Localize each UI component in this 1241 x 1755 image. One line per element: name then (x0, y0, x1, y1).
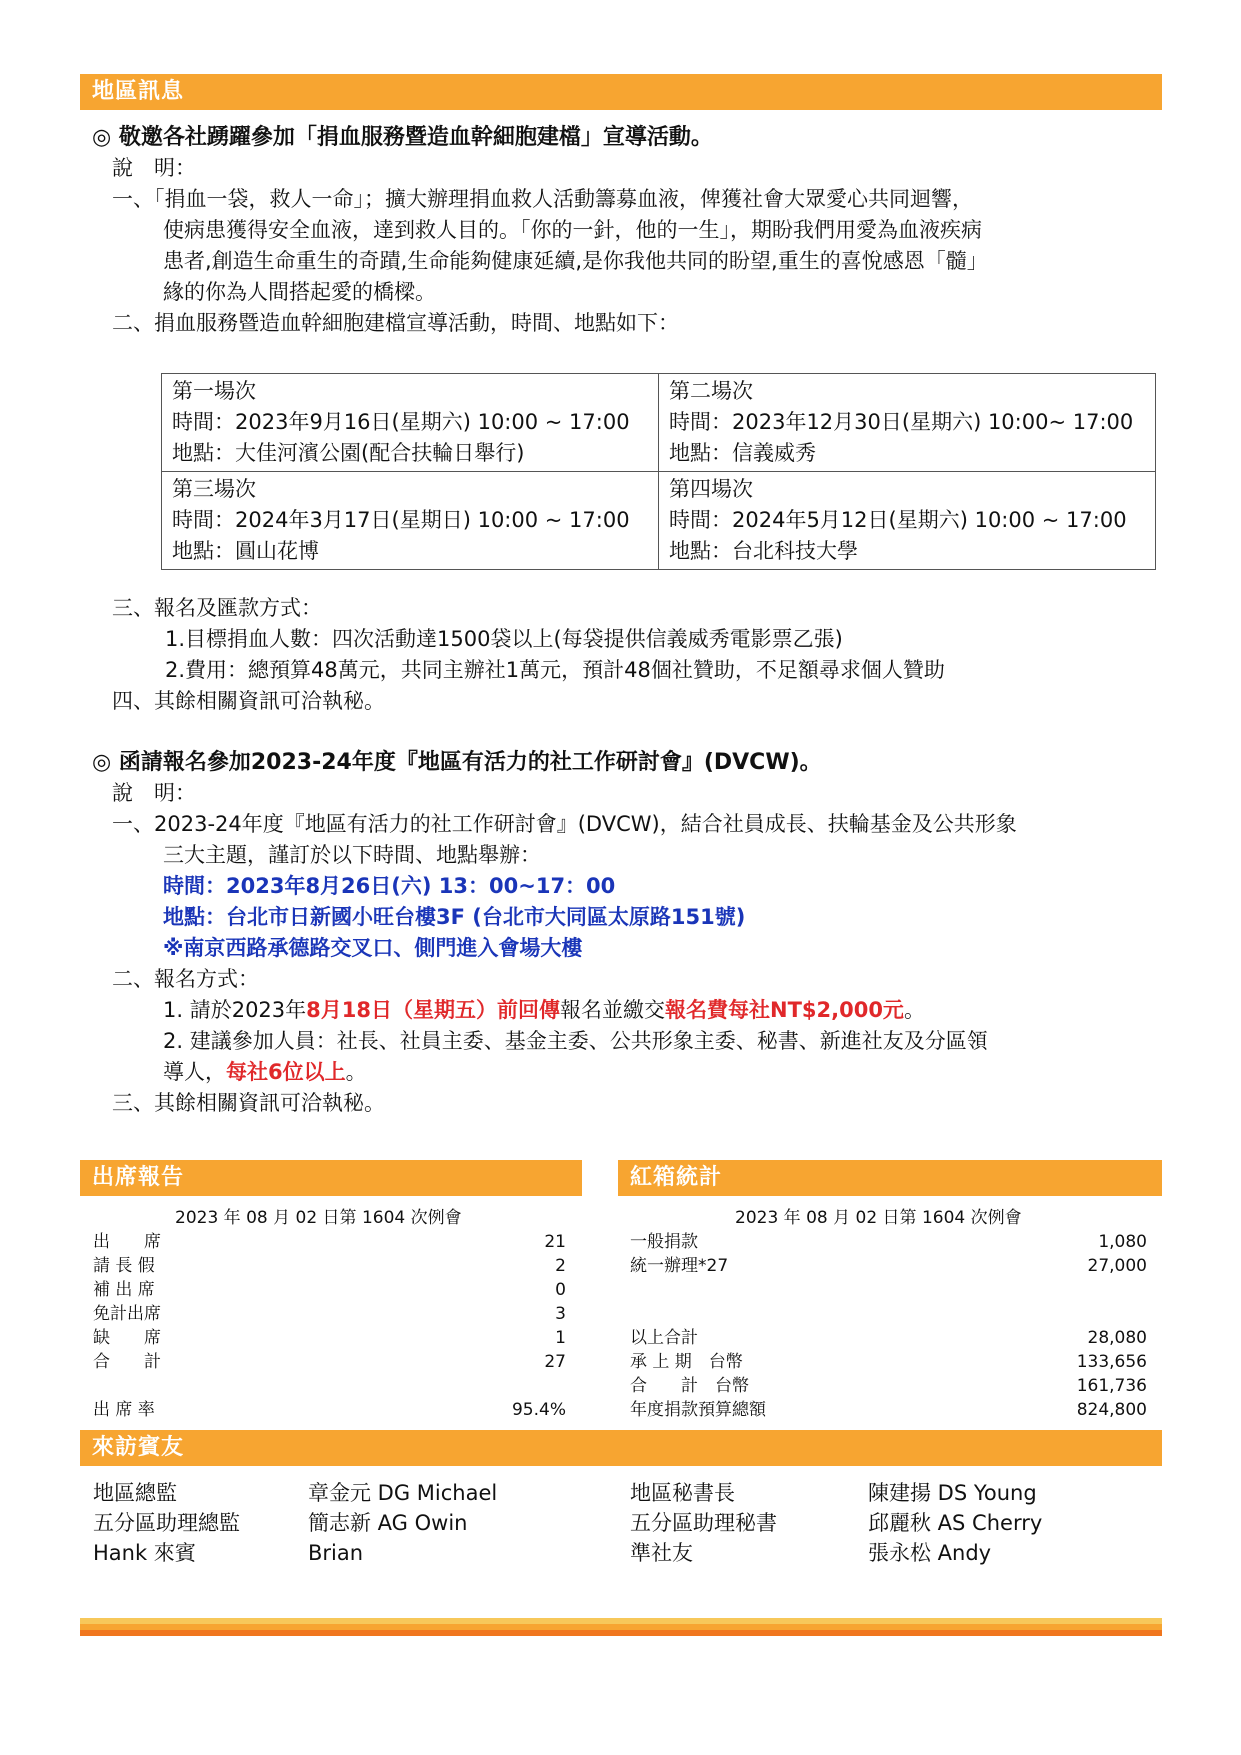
section1-para3-item1: 1.目標捐血人數：四次活動達1500袋以上(每袋提供信義威秀電影票乙張) (165, 627, 843, 651)
attendance-value: 1 (555, 1328, 566, 1348)
session-time: 時間：2023年12月30日(星期六) 10:00~ 17:00 (669, 410, 1134, 434)
attendance-label: 補 出 席 (93, 1280, 155, 1300)
redbox-label: 合 計 台幣 (630, 1376, 749, 1396)
session-place: 地點：圓山花博 (172, 539, 319, 563)
attendance-value: 0 (555, 1280, 566, 1300)
item1-text-a: 1. 請於2023年 (163, 998, 307, 1022)
item1-text-e: 。 (903, 998, 925, 1022)
event-note: ※南京西路承德路交叉口、側門進入會場大樓 (163, 936, 583, 960)
session-schedule-table (161, 373, 1156, 570)
section-header-attendance: 出席報告 (80, 1160, 582, 1196)
redbox-value: 133,656 (1076, 1352, 1147, 1372)
item1-text-c: 報名並繳交 (560, 998, 665, 1022)
visitor-role: 準社友 (630, 1541, 693, 1565)
event-time: 時間：2023年8月26日(六) 13：00~17：00 (163, 874, 616, 898)
attendance-label: 合 計 (93, 1352, 161, 1372)
redbox-label: 統一辦理*27 (630, 1256, 729, 1276)
section-header-district: 地區訊息 (80, 74, 1162, 110)
session-name: 第三場次 (172, 477, 256, 501)
redbox-label: 以上合計 (630, 1328, 698, 1348)
visitor-name: 張永松 Andy (868, 1541, 992, 1565)
deadline-text: 8月18日（星期五）前回傳 (306, 998, 560, 1022)
attendance-label: 請 長 假 (93, 1256, 155, 1276)
session-time: 時間：2024年3月17日(星期日) 10:00 ~ 17:00 (172, 508, 630, 532)
redbox-label: 承 上 期 台幣 (630, 1352, 743, 1372)
section2-desc-label: 說 明： (112, 781, 196, 805)
section1-para2: 二、捐血服務暨造血幹細胞建檔宣導活動，時間、地點如下： (112, 311, 679, 335)
section1-title: ◎ 敬邀各社踴躍參加「捐血服務暨造血幹細胞建檔」宣導活動。 (92, 125, 713, 150)
section2-para1-line2: 三大主題，謹訂於以下時間、地點舉辦： (163, 843, 541, 867)
attendance-rate-label: 出 席 率 (93, 1400, 155, 1420)
session-time: 時間：2023年9月16日(星期六) 10:00 ~ 17:00 (172, 410, 630, 434)
section2-para2-item2-line2 (163, 1057, 367, 1088)
section2-para2-item1 (163, 995, 925, 1026)
attendance-rate-value: 95.4% (511, 1400, 566, 1420)
attendee-count-text: 每社6位以上 (226, 1060, 346, 1084)
redbox-value: 27,000 (1087, 1256, 1147, 1276)
item2-text-a: 導人， (163, 1060, 226, 1084)
visitor-name: 邱麗秋 AS Cherry (868, 1511, 1043, 1535)
session-name: 第一場次 (172, 379, 256, 403)
visitor-role: 地區秘書長 (630, 1481, 735, 1505)
redbox-value: 161,736 (1076, 1376, 1147, 1396)
event-place: 地點：台北市日新國小旺台樓3F (台北市大同區太原路151號) (163, 905, 746, 929)
section2-para2: 二、報名方式： (112, 967, 259, 991)
visitor-role: 地區總監 (93, 1481, 177, 1505)
item2-text-c: 。 (345, 1060, 367, 1084)
section1-para3: 三、報名及匯款方式： (112, 596, 322, 620)
visitor-name: 章金元 DG Michael (308, 1481, 498, 1505)
section-header-redbox: 紅箱統計 (618, 1160, 1162, 1196)
attendance-meeting: 2023 年 08 月 02 日第 1604 次例會 (175, 1208, 462, 1228)
session-name: 第二場次 (669, 379, 753, 403)
section1-para1-line2: 使病患獲得安全血液，達到救人目的。「你的一針，他的一生」，期盼我們用愛為血液疾病 (163, 218, 982, 242)
attendance-value: 3 (555, 1304, 566, 1324)
redbox-meeting: 2023 年 08 月 02 日第 1604 次例會 (735, 1208, 1022, 1228)
attendance-label: 免計出席 (93, 1304, 161, 1324)
attendance-label: 缺 席 (93, 1328, 161, 1348)
visitor-role: Hank 來賓 (93, 1541, 196, 1565)
section1-para3-item2: 2.費用：總預算48萬元，共同主辦社1萬元，預計48個社贊助，不足額尋求個人贊助 (165, 658, 945, 682)
session-place: 地點：台北科技大學 (669, 539, 858, 563)
session-cell (162, 374, 659, 472)
visitor-role: 五分區助理總監 (93, 1511, 240, 1535)
session-place: 地點：信義威秀 (669, 441, 816, 465)
fee-text: 報名費每社NT$2,000元 (665, 998, 904, 1022)
section1-para1-line1: 一、「捐血一袋，救人一命」；擴大辦理捐血救人活動籌募血液，俾獲社會大眾愛心共同迴響， (112, 187, 973, 211)
attendance-value: 2 (555, 1256, 566, 1276)
section-header-visitors: 來訪賓友 (80, 1430, 1162, 1466)
section1-para1-line4: 緣的你為人間搭起愛的橋樑。 (163, 280, 436, 304)
visitor-name: 簡志新 AG Owin (308, 1511, 468, 1535)
section2-para3: 三、其餘相關資訊可洽執秘。 (112, 1091, 385, 1115)
redbox-value: 1,080 (1098, 1232, 1147, 1252)
session-place: 地點：大佳河濱公園(配合扶輪日舉行) (172, 441, 525, 465)
section2-title: ◎ 函請報名參加2023-24年度『地區有活力的社工作研討會』(DVCW)。 (92, 750, 822, 775)
attendance-label: 出 席 (93, 1232, 161, 1252)
redbox-label: 一般捐款 (630, 1232, 698, 1252)
footer-stripe (80, 1630, 1162, 1636)
visitor-name: Brian (308, 1541, 364, 1565)
section2-para1-line1: 一、2023-24年度『地區有活力的社工作研討會』(DVCW)，結合社員成長、扶輪基金及公共形象 (112, 812, 1017, 836)
redbox-value: 28,080 (1087, 1328, 1147, 1348)
section1-para4: 四、其餘相關資訊可洽執秘。 (112, 689, 385, 713)
session-cell (162, 472, 659, 570)
visitor-role: 五分區助理秘書 (630, 1511, 777, 1535)
visitor-name: 陳建揚 DS Young (868, 1481, 1037, 1505)
attendance-value: 27 (544, 1352, 566, 1372)
attendance-value: 21 (544, 1232, 566, 1252)
section1-desc-label: 說 明： (112, 156, 196, 180)
redbox-label: 年度捐款預算總額 (630, 1400, 766, 1420)
session-time: 時間：2024年5月12日(星期六) 10:00 ~ 17:00 (669, 508, 1127, 532)
session-name: 第四場次 (669, 477, 753, 501)
session-cell (659, 374, 1156, 472)
redbox-value: 824,800 (1076, 1400, 1147, 1420)
section2-para2-item2-line1: 2. 建議參加人員：社長、社員主委、基金主委、公共形象主委、秘書、新進社友及分區領 (163, 1029, 988, 1053)
section1-para1-line3: 患者,創造生命重生的奇蹟,生命能夠健康延續,是你我他共同的盼望,重生的喜悅感恩「髓」 (163, 249, 988, 273)
session-cell (659, 472, 1156, 570)
